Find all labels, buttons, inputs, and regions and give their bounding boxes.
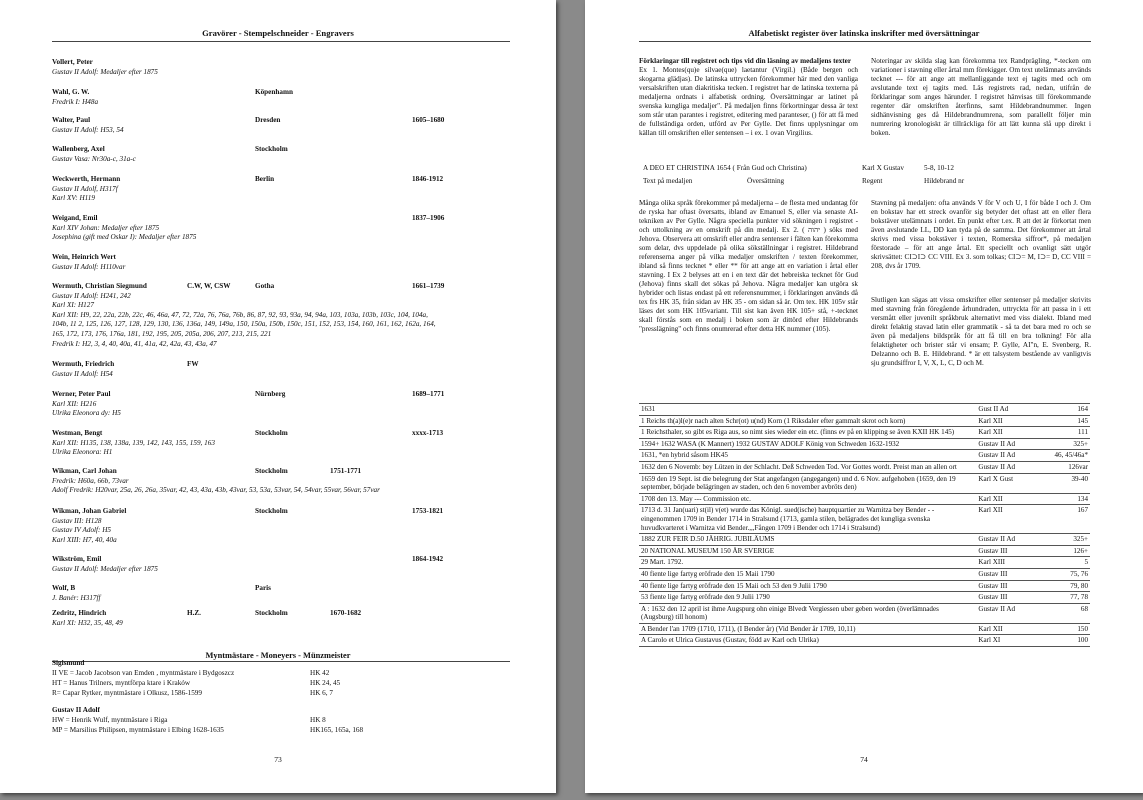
engraver-years: 1689–1771 <box>412 390 445 398</box>
table-row <box>639 534 1090 546</box>
engraver-years: 1751-1771 <box>330 467 362 475</box>
engraver-works: 165, 172, 173, 176, 176a, 181, 192, 195, 205, 205a, 206, 207, 213, 215, 221 <box>52 329 272 338</box>
register-regent: Gustav II Ad <box>974 461 1046 473</box>
body-left: Många olika språk förekommer på medaljerna – de flesta med undantag för de ryska har oftast översatts, ibland av Emanuel S, eller via senaste AI-tekniken av Per Gylle. Några speciella punkter vid sökningen i registret - och uttolkning av en omskrift på din medalj. Ex 2. ( יהוה ) söks med Jehova. Observera att omskrift eller andra sentenser i fälten kan förekomma som delar, dvs uppdelade på olika sökställningar i registret. Hildebrand referenserna anger på vilka medaljer omskriften / texten förekommer, ibland så finns tecknet * eller ** för att ange att en variation i årtal eller stavning. I Ex 2 belyses att en i en text där det hebreiska tecknet för Gud (Jehova) finns skall det sökas på Jehova. Några medaljer kan utgöra sk hybrider och listas endast på ett referensnummer, i förklaringen används då tex frs HK 35, från sidan av HK 35 - om sidan så är. Om tex. HK 105v står läses det som HK 105variant. Till sist kan även HK 105+ stå, +-tecknet skall förstås som en medalj i boken som är dittörd efter Hildebrands "presslägning" och finns onumrerad efter detta HK nummer (105). <box>639 199 858 333</box>
table-row <box>639 415 1090 427</box>
engraver-works: 104b, 11 2, 125, 126, 127, 128, 129, 130, 136, 136a, 149, 149a, 150, 150a, 150b, 150c, 151, 152, 153, 154, 160, 161, 162, 162a, 164, <box>52 320 436 329</box>
engraver-city: Stockholm <box>255 145 288 153</box>
engraver-years: 1753-1821 <box>412 507 444 515</box>
engraver-name: Wallenberg, Axel <box>52 145 105 153</box>
example-label-text: Text på medaljen <box>643 177 693 185</box>
register-text: 29 Mart. 1792. <box>639 557 974 569</box>
engraver-name: Vollert, Peter <box>52 58 93 66</box>
register-hk: 325+ <box>1046 438 1090 450</box>
engraver-works: Karl XV: H119 <box>52 194 95 203</box>
register-hk: 79, 80 <box>1046 580 1090 592</box>
register-text: 1659 den 19 Sept. ist die belegrung der Stat angefangen (angegangen) und d. 6 Nov. aufgehoben (1659, den 19 september, började belägringen av staden, och den 6 november avbröts den) <box>639 473 974 493</box>
register-regent: Gust II Ad <box>974 404 1046 416</box>
engraver-works: Gustav II Adolf: Medaljer efter 1875 <box>52 67 158 76</box>
register-text: 20 NATIONAL MUSEUM 150 ÅR SVERIGE <box>639 545 974 557</box>
engraver-entry <box>52 555 512 574</box>
engraver-entry <box>52 145 512 164</box>
engraver-works: Gustav II Adolf: H53, 54 <box>52 125 124 134</box>
example-numbers: 5-8, 10-12 <box>924 164 954 172</box>
table-row <box>639 580 1090 592</box>
example-text: A DEO ET CHRISTINA 1654 ( Från Gud och Christina) <box>643 164 807 172</box>
table-row <box>639 568 1090 580</box>
engraver-city: Nürnberg <box>255 390 286 398</box>
table-row <box>639 505 1090 534</box>
register-hk: 150 <box>1046 623 1090 635</box>
moneyer-text: HW = Henrik Wulf, myntmästare i Riga <box>52 716 168 724</box>
register-text: 1631 <box>639 404 974 416</box>
engraver-name: Wahl, G. W. <box>52 88 90 96</box>
register-hk: 134 <box>1046 493 1090 505</box>
table-row <box>639 545 1090 557</box>
register-text: 1713 d. 31 Jan(uari) st(il) v(et) wurde das Königl. sued(ische) hauptquartier zu Warnitza bey Bender - - eingenommen 1709 in Bender 1714 in Stralsund (1713, gamla stilen, belägrades det kungliga svenska huvudkvarteret i Warnitza vid Bender.,,,Fången 1709 i Bender och 1714 i Stralsund) <box>639 505 974 534</box>
moneyer-ref: HK 8 <box>310 716 326 724</box>
engraver-entry <box>52 584 512 603</box>
example-label-regent: Regent <box>862 177 883 185</box>
engraver-entry <box>52 175 512 204</box>
engraver-heading <box>52 175 512 185</box>
engraver-works: Fredrik I: H2, 3, 4, 40, 40a, 41, 41a, 42, 42a, 43, 43a, 47 <box>52 339 217 348</box>
register-regent: Karl XII <box>974 427 1046 439</box>
register-hk: 145 <box>1046 415 1090 427</box>
engraver-works: Gustav III: H128 <box>52 516 102 525</box>
engraver-city: Berlin <box>255 175 275 183</box>
engraver-years: 1605–1680 <box>412 116 445 124</box>
moneyer-ref: HK 42 <box>310 669 330 677</box>
engraver-works: Karl XII: H135, 138, 138a, 139, 142, 143, 155, 159, 163 <box>52 438 215 447</box>
moneyer-ref: HK 6, 7 <box>310 689 333 697</box>
engraver-entry <box>52 429 512 458</box>
right-page-number: 74 <box>860 755 868 764</box>
example-label-hildebrand: Hildebrand nr <box>924 177 965 185</box>
engraver-entry <box>52 116 512 135</box>
engraver-works: Gustav II Adolf: Medaljer efter 1875 <box>52 564 158 573</box>
moneyer-text: R= Capar Rytker, myntmästare i Olkusz, 1586-1599 <box>52 689 202 697</box>
engraver-works: Karl XI: H127 <box>52 301 94 310</box>
register-text: 1594+ 1632 WASA (K Mannert) 1932 GUSTAV ADOLF König von Schweden 1632-1932 <box>639 438 974 450</box>
register-text: A : 1632 den 12 april ist ihme Augspurg ohn einige Blvedt Vergiessen uber geben worden (överlämnades (Augsburg) till honom) <box>639 603 974 623</box>
register-regent: Gustav III <box>974 592 1046 604</box>
title-rule <box>52 41 510 42</box>
table-row <box>639 404 1090 416</box>
engraver-heading <box>52 467 512 477</box>
engraver-name: Wermuth, Christian Siegmund <box>52 282 147 290</box>
register-hk: 68 <box>1046 603 1090 623</box>
engraver-works: Fredrik: H60a, 66b, 73var <box>52 476 129 485</box>
intro-left <box>639 57 858 138</box>
register-hk: 5 <box>1046 557 1090 569</box>
engraver-works: Gustav II Adolf: H110var <box>52 262 126 271</box>
table-row <box>639 438 1090 450</box>
register-regent: Karl XI <box>974 635 1046 647</box>
engraver-heading <box>52 429 512 439</box>
engraver-years: 1864-1942 <box>412 555 444 563</box>
engraver-heading <box>52 145 512 155</box>
engraver-mark: C.W, W, CSW <box>187 282 231 290</box>
register-regent: Karl XIII <box>974 557 1046 569</box>
register-text: 1631, *en hybrid såsom HK45 <box>639 450 974 462</box>
engraver-works: Karl XII: H216 <box>52 399 97 408</box>
engraver-years: 1837–1906 <box>412 214 445 222</box>
engraver-heading <box>52 555 512 565</box>
engraver-entry <box>52 467 512 496</box>
engraver-entry <box>52 58 512 77</box>
engraver-works: Karl XIII: H7, 40, 40a <box>52 535 117 544</box>
register-regent: Gustav II Ad <box>974 534 1046 546</box>
engraver-name: Westman, Bengt <box>52 429 103 437</box>
engraver-name: Weigand, Emil <box>52 214 98 222</box>
engraver-city: Stockholm <box>255 429 288 437</box>
example-label-translation: Översättning <box>747 177 785 185</box>
body-right-1: Stavning på medaljen: ofta används V för V och U, I för både I och J. Om en bokstav har ett streck ovanför sig betyder det oftast att en eller flera bokstäver utelämnats i ordet. En punkt efter t.ex. R att det är förkortat men även avslutande LL, DD kan tyda på de samma. Det förekommer att årtal skrivs med vissa bokstäver i texten, Romerska siffror*, på medaljen förstorade – för att ange årtal. Ett speciellt och ovanligt sätt utgör skrivsättet: CI⊃I⊃ CC VIII. Ex 3. som tolkas; CI⊃= M, I⊃= D, CC VIII = 208, dvs år 1709. <box>871 199 1091 270</box>
moneyers-title: Myntmästare - Moneyers - Münzmeister <box>205 651 351 660</box>
intro-right: Noteringar av skilda slag kan förekomma tex Randprägling, *-tecken om variationer i stavning eller årtal mm förekigger. Om text utelämnats används tecknet --- för att ange att mellanliggande text ej tagits med och om avslutande text ej tagits med. Läs registrets rad, nedan, utifrån de förklaringar som anges härunder. I registret hänvisas till förekommande regenter där omskriften återfinns, samt Hildebrandnummer. Ingen sidhänvisning ges då Hildebrandnumrena, som parallellt följer min numrering kronologiskt är tillräckliga för att lätt kunna slå upp direkt i boken. <box>871 57 1091 137</box>
title-rule <box>639 41 1091 42</box>
register-regent: Gustav II Ad <box>974 603 1046 623</box>
example-regent: Karl X Gustav <box>862 164 904 172</box>
intro-body: Ex 1. Montes(qu)e silvae(que) laetantur (Virgil.) (Både bergen och skogarna glädjas). De latinska uttrycken förekommer här med den vanliga versalskriften utan diakritiska tecken. I registret har de latinska texterna på medaljerna ordnats i alfabetisk ordning. Översättningar ar latinet på svenska kungliga medaljer". På medaljen finns förkortningar dessa är text som står utan parantes i registret, editering med paranteser, () för att få med de fullständiga orden, utförd av Per Gylle. Det finns upplysningar om källan till omskriften eller sentensen – i ex. 1 ovan Virgilius. <box>639 66 858 137</box>
register-hk: 111 <box>1046 427 1090 439</box>
engraver-name: Wikman, Carl Johan <box>52 467 117 475</box>
register-hk: 164 <box>1046 404 1090 416</box>
register-regent: Gustav II Ad <box>974 450 1046 462</box>
moneyer-text: MP = Marsilius Philipsen, myntmästare i Elbing 1628-1635 <box>52 726 224 734</box>
moneyer-text: II VE = Jacob Jacobson van Emden , myntmästare i Bydgoszcz <box>52 669 235 677</box>
engraver-years: 1670-1682 <box>330 609 362 617</box>
register-text: A Carolo et Ulrica Gustavus (Gustav, född av Karl och Ulrika) <box>639 635 974 647</box>
engraver-works: Adolf Fredrik: H20var, 25a, 26, 26a, 35var, 42, 43, 43a, 43b, 43var, 53, 53a, 53var, 54, 54var, 55var, 56var, 57var <box>52 486 380 495</box>
engraver-heading <box>52 390 512 400</box>
register-text: 1 Reichsthaler, so gibt es Riga aus, so nimt sies wieder ein etc. (finns ev på en klipping se även KXII HK 145) <box>639 427 974 439</box>
table-row <box>639 623 1090 635</box>
engraver-entry <box>52 253 512 272</box>
engraver-name: Wolf, B <box>52 584 76 592</box>
engraver-heading <box>52 609 512 619</box>
engraver-works: Gustav II Adolf: H54 <box>52 369 113 378</box>
register-regent: Karl XII <box>974 505 1046 534</box>
engraver-years: 1846-1912 <box>412 175 444 183</box>
engraver-works: Ulrika Eleonora dy: H5 <box>52 409 121 418</box>
table-row <box>639 493 1090 505</box>
moneyer-ref: HK 24, 45 <box>310 679 341 687</box>
table-row <box>639 635 1090 647</box>
engraver-city: Stockholm <box>255 507 288 515</box>
table-row <box>639 603 1090 623</box>
engraver-name: Wikman, Johan Gabriel <box>52 507 127 515</box>
table-row <box>639 557 1090 569</box>
register-hk: 126var <box>1046 461 1090 473</box>
register-regent: Karl XII <box>974 623 1046 635</box>
engraver-mark: FW <box>187 360 199 368</box>
engraver-city: Stockholm <box>255 609 288 617</box>
register-text: 1708 den 13. May --- Commission etc. <box>639 493 974 505</box>
engraver-mark: H.Z. <box>187 609 201 617</box>
body-right-2: Slutligen kan sägas att vissa omskrifter eller sentenser på medaljer skrivits med stavning från föregående århundraden, uttryckta för att passa in i ett versmått eller juvenilt språkbruk alternativt med viss dialekt. Ibland med direkt felaktig stavad latin eller grammatik - så ta det bara med ro och se även på medaljens bildspråk för att få till en bra tolkning! För alla felaktigheter och brister står vi ensam; P. Gylle, AI"n, E. Svenberg, R. Delzanno och B. E. Hildebrand. * är ett talsystem bestående av vanligtvis sju grundsiffror I, V, X, L, C, D och M. <box>871 296 1091 367</box>
engraver-works: Josephina (gift med Oskar I): Medaljer efter 1875 <box>52 233 197 242</box>
engraver-heading <box>52 584 512 594</box>
engraver-heading <box>52 360 512 370</box>
register-text: 40 fiente lige fartyg eröfrade den 15 Maii och 53 den 9 Julii 1790 <box>639 580 974 592</box>
register-regent: Karl XII <box>974 415 1046 427</box>
table-row <box>639 450 1090 462</box>
engraver-heading <box>52 88 512 98</box>
engraver-years: xxxx-1713 <box>412 429 444 437</box>
engraver-entry <box>52 390 512 419</box>
engraver-city: Gotha <box>255 282 275 290</box>
moneyers-rule <box>52 661 510 662</box>
engraver-entry <box>52 88 512 107</box>
left-page-number: 73 <box>274 755 282 764</box>
engraver-name: Werner, Peter Paul <box>52 390 111 398</box>
register-hk: 167 <box>1046 505 1090 534</box>
engraver-heading <box>52 214 512 224</box>
engraver-name: Wermuth, Friedrich <box>52 360 115 368</box>
register-text: 53 fiente lige fartyg eröfrade den 9 Julii 1790 <box>639 592 974 604</box>
register-regent: Gustav III <box>974 580 1046 592</box>
engraver-city: Dresden <box>255 116 281 124</box>
engraver-works: Gustav II Adolf: H241, 242 <box>52 291 131 300</box>
moneyer-king: Sigismund <box>52 659 85 667</box>
register-regent: Karl XII <box>974 493 1046 505</box>
engraver-name: Wikström, Emil <box>52 555 102 563</box>
engraver-years: 1661–1739 <box>412 282 445 290</box>
engraver-heading <box>52 507 512 517</box>
engraver-works: Gustav II Adolf, H317f <box>52 184 118 193</box>
register-hk: 46, 45/46a* <box>1046 450 1090 462</box>
engraver-works: Ulrika Eleonora: H1 <box>52 448 113 457</box>
register-text: 1882 ZUR FEIR D.50 JÄHRIG. JUBILÄUMS <box>639 534 974 546</box>
left-page-title: Gravörer - Stempelschneider - Engravers <box>202 28 354 38</box>
engraver-works: Karl XII: H9, 22, 22a, 22b, 22c, 46, 46a, 47, 72, 72a, 76, 76a, 76b, 86, 87, 92, 93, 93a, 94, 94a, 103, 103a, 103b, 103c, 104, 104a, <box>52 310 428 319</box>
intro-heading: Förklaringar till registret och tips vid din läsning av medaljens texter <box>639 57 852 65</box>
table-row <box>639 427 1090 439</box>
table-row <box>639 461 1090 473</box>
left-page <box>0 0 556 793</box>
register-text: 1632 den 6 Novemb: bey Lützen in der Schlacht. Deß Schweden Tod. Vor Gottes wordt. Preist man an allen ort <box>639 461 974 473</box>
engraver-city: Paris <box>255 584 271 592</box>
register-regent: Gustav II Ad <box>974 438 1046 450</box>
moneyer-text: HT = Hanus Trilners, myntförpa ktare i Kraków <box>52 679 191 687</box>
register-hk: 100 <box>1046 635 1090 647</box>
register-text: 1 Reichs th(a)l(e)r nach alten Schr(ot) u(nd) Korn (1 Riksdaler efter gammalt skrot och korn) <box>639 415 974 427</box>
engraver-works: Gustav IV Adolf: H5 <box>52 526 112 535</box>
engraver-city: Köpenhamn <box>255 88 293 96</box>
right-page <box>585 0 1143 793</box>
register-hk: 77, 78 <box>1046 592 1090 604</box>
moneyer-ref: HK165, 165a, 168 <box>310 726 364 734</box>
moneyer-king: Gustav II Adolf <box>52 706 100 714</box>
register-hk: 325+ <box>1046 534 1090 546</box>
table-row <box>639 473 1090 493</box>
engraver-entry <box>52 214 512 243</box>
register-hk: 75, 76 <box>1046 568 1090 580</box>
engraver-entry <box>52 609 512 628</box>
register-hk: 39-40 <box>1046 473 1090 493</box>
engraver-works: Karl XI: H32, 35, 48, 49 <box>52 618 123 627</box>
engraver-name: Walter, Paul <box>52 116 91 124</box>
register-regent: Gustav III <box>974 545 1046 557</box>
engraver-heading <box>52 116 512 126</box>
engraver-works: J. Banér: H317ff <box>52 593 101 602</box>
engraver-name: Weckwerth, Hermann <box>52 175 121 183</box>
engraver-entry <box>52 360 512 379</box>
register-regent: Karl X Gust <box>974 473 1046 493</box>
engraver-city: Stockholm <box>255 467 288 475</box>
engraver-entry <box>52 282 512 349</box>
register-hk: 126+ <box>1046 545 1090 557</box>
engraver-works: Karl XIV Johan: Medaljer efter 1875 <box>52 223 160 232</box>
register-text: 40 fiente lige fartyg eröfrade den 15 Maii 1790 <box>639 568 974 580</box>
engraver-entry <box>52 507 512 545</box>
engraver-heading <box>52 58 512 68</box>
engraver-name: Zedritz, Hindrich <box>52 609 107 617</box>
right-page-title: Alfabetiskt register över latinska inskrifter med översättningar <box>748 28 980 38</box>
register-table <box>639 403 1090 647</box>
table-row <box>639 592 1090 604</box>
engraver-works: Gustav Vasa: Nr30a-c, 31a-c <box>52 154 136 163</box>
engraver-works: Fredrik I: H48a <box>52 97 99 106</box>
engraver-name: Wein, Heinrich Wert <box>52 253 116 261</box>
register-regent: Gustav III <box>974 568 1046 580</box>
register-text: A Bender l'an 1709 (1710, 1711), (I Bender år) (Vid Bender år 1709, 10,11) <box>639 623 974 635</box>
engraver-heading <box>52 253 512 263</box>
engraver-heading <box>52 282 512 292</box>
